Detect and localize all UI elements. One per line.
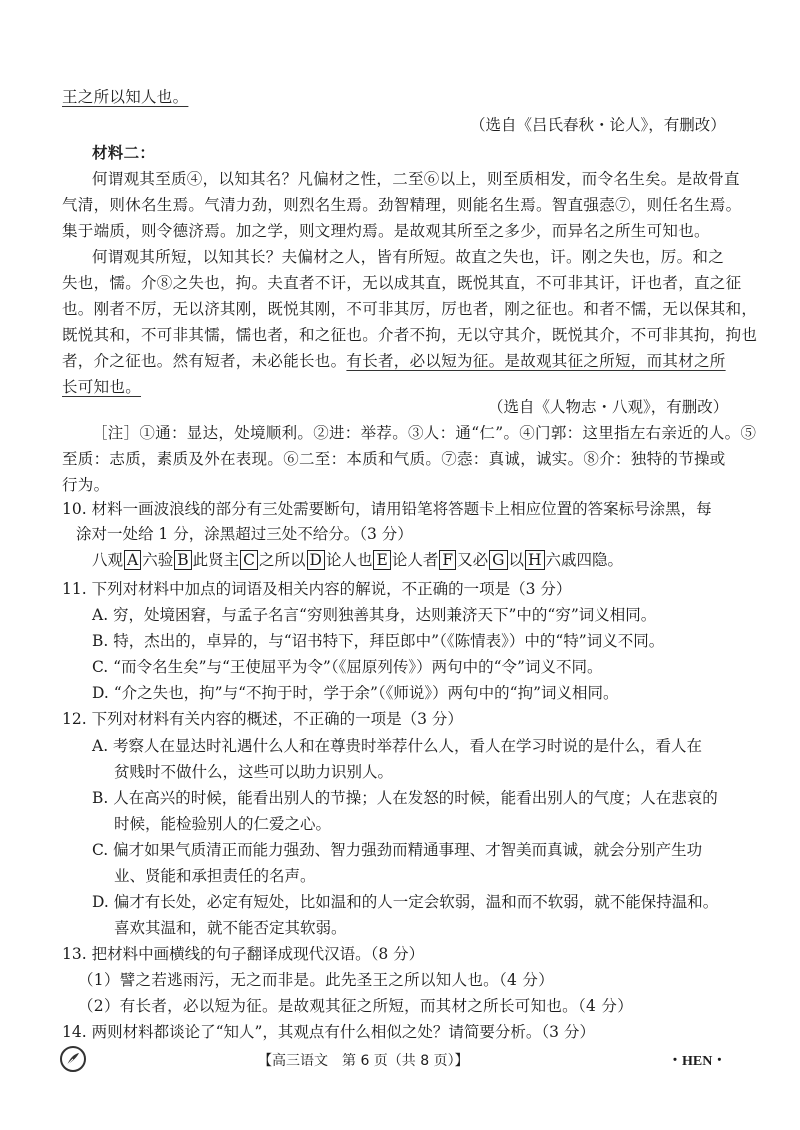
q10-segment: 之所以 [259, 551, 306, 569]
publisher-logo-icon [60, 1046, 86, 1072]
q13-item-1: （1）譬之若逃雨污，无之而非是。此先圣王之所以知人也。（4 分） [78, 971, 555, 989]
q10-segmented-sentence [92, 550, 623, 570]
material2-source: （选自《人物志・八观》，有删改） [488, 398, 729, 416]
material2-line: 何谓观其至质④，以知其名？凡偏材之性，二至⑥以上，则至质相发，而令名生矣。是故骨直 [92, 170, 740, 188]
q11-option-b[interactable]: B. 特，杰出的，卓异的，与“诏书特下，拜臣郎中”（《陈情表》）中的“特”词义不同。 [92, 632, 665, 650]
q12-option-a[interactable]: A. 考察人在显达时礼遇什么人和在尊贵时举荐什么人，看人在学习时说的是什么，看人在 [92, 737, 703, 755]
q12-option-d[interactable]: D. 偏才有长处，必定有短处，比如温和的人一定会软弱，温和而不软弱，就不能保持温和。 [92, 893, 719, 911]
q10-stem-line: 10. 材料一画波浪线的部分有三处需要断句，请用铅笔将答题卡上相应位置的答案标号涂黑，每 [62, 500, 712, 518]
material2-line8-underlined: 有长者，必以短为征。是故观其征之所短，而其材之所 [346, 352, 726, 370]
q12-option-c[interactable]: C. 偏才如果气质清正而能力强劲、智力强劲而精通事理、才智美而真诚，就会分别产生功 [92, 841, 703, 859]
q12-option-d-cont: 喜欢其温和，就不能否定其软弱。 [114, 919, 347, 937]
q10-segment: 八观 [92, 551, 124, 569]
q10-segment: 六戚四隐。 [545, 551, 624, 569]
q11-option-d[interactable]: D. “介之失也，拘”与“不拘于时，学于余”（《师说》）两句中的“拘”词义相同。 [92, 684, 619, 702]
q12-option-b-cont: 时候，能检验别人的仁爱之心。 [114, 815, 332, 833]
q11-option-c[interactable]: C. “而令名生矣”与“王使屈平为令”（《屈原列传》）两句中的“令”词义不同。 [92, 658, 603, 676]
page-footer-right: ・HEN・ [668, 1054, 727, 1069]
note-line: ［注］①通：显达，处境顺利。②进：举荐。③人：通“仁”。④门郭：这里指左右亲近的人。⑤ [92, 424, 757, 442]
q12-option-b[interactable]: B. 人在高兴的时候，能看出别人的节操；人在发怒的时候，能看出别人的气度；人在悲哀的 [92, 789, 718, 807]
q13-item-2: （2）有长者，必以短为征。是故观其征之所短，而其材之所长可知也。（4 分） [78, 997, 634, 1015]
q14-stem: 14. 两则材料都谈论了“知人”，其观点有什么相似之处？请简要分析。（3 分） [62, 1023, 595, 1041]
page-footer-center: 【高三语文 第 6 页（共 8 页）】 [258, 1053, 469, 1069]
q10-stem-line: 涂对一处给 1 分，涂黑超过三处不给分。（3 分） [76, 525, 413, 543]
q10-label-box[interactable]: C [240, 550, 258, 570]
material2-line9-underlined: 长可知也。 [62, 378, 142, 396]
q10-segment: 论人者 [391, 551, 439, 569]
q11-option-a[interactable]: A. 穷，处境困窘，与孟子名言“穷则独善其身，达则兼济天下”中的“穷”词义相同。 [92, 606, 657, 624]
q10-label-box[interactable]: A [124, 550, 141, 570]
q12-option-c-cont: 业、贤能和承担责任的名声。 [114, 867, 316, 885]
q10-segment: 论人也 [325, 551, 373, 569]
material2-line: 气清，则休名生焉。气清力劲，则烈名生焉。劲智精理，则能名生焉。智直强悫⑦，则任名生焉。 [62, 196, 742, 214]
material2-line: 集于端质，则令德济焉。加之学，则文理灼焉。是故观其所至之多少，而异名之所生可知也。 [62, 222, 710, 240]
q10-label-box[interactable]: B [174, 550, 191, 570]
q13-stem: 13. 把材料中画横线的句子翻译成现代汉语。（8 分） [62, 945, 425, 963]
q12-stem: 12. 下列对材料有关内容的概述，不正确的一项是（3 分） [62, 710, 463, 728]
note-line: 至质：志质，素质及外在表现。⑥二至：本质和气质。⑦悫：真诚，诚实。⑧介：独特的节操或 [62, 450, 726, 468]
q10-label-box[interactable]: F [439, 550, 456, 570]
material2-heading: 材料二： [92, 143, 156, 162]
q10-label-box[interactable]: D [307, 550, 325, 570]
q12-option-a-cont: 贫贱时不做什么，这些可以助力识别人。 [114, 763, 394, 781]
material2-line: 也。刚者不厉，无以济其刚，既悦其刚，不可非其厉，厉也者，刚之征也。和者不懦，无以保其和， [62, 300, 758, 318]
note-line: 行为。 [62, 476, 110, 494]
material2-line: 既悦其和，不可非其懦，懦也者，和之征也。介者不拘，无以守其介，既悦其介，不可非其拘，拘也 [62, 326, 758, 344]
q10-label-box[interactable]: H [525, 550, 545, 570]
material2-line [62, 351, 726, 371]
q11-stem: 11. 下列对材料中加点的词语及相关内容的解说，不正确的一项是（3 分） [62, 580, 572, 598]
material2-line: 失也，懦。介⑧之失也，拘。夫直者不讦，无以成其直，既悦其直，不可非其讦，讦也者，直之征 [62, 274, 742, 292]
q10-segment: 以 [508, 551, 525, 569]
material2-line: 何谓观其所短，以知其长？夫偏材之人，皆有所短。故直之失也，讦。刚之失也，厉。和之 [92, 248, 725, 266]
q10-segment: 此贤主 [192, 551, 240, 569]
q10-segment: 六验 [142, 551, 174, 569]
q10-label-box[interactable]: G [489, 550, 507, 570]
material1-source: （选自《吕氏春秋・论人》，有删改） [470, 116, 726, 134]
material1-closing-line: 王之所以知人也。 [62, 88, 189, 106]
q10-label-box[interactable]: E [373, 550, 390, 570]
q10-segment: 又必 [457, 551, 489, 569]
material2-line8-plain: 者，介之征也。然有短者，未必能长也。 [62, 352, 347, 370]
